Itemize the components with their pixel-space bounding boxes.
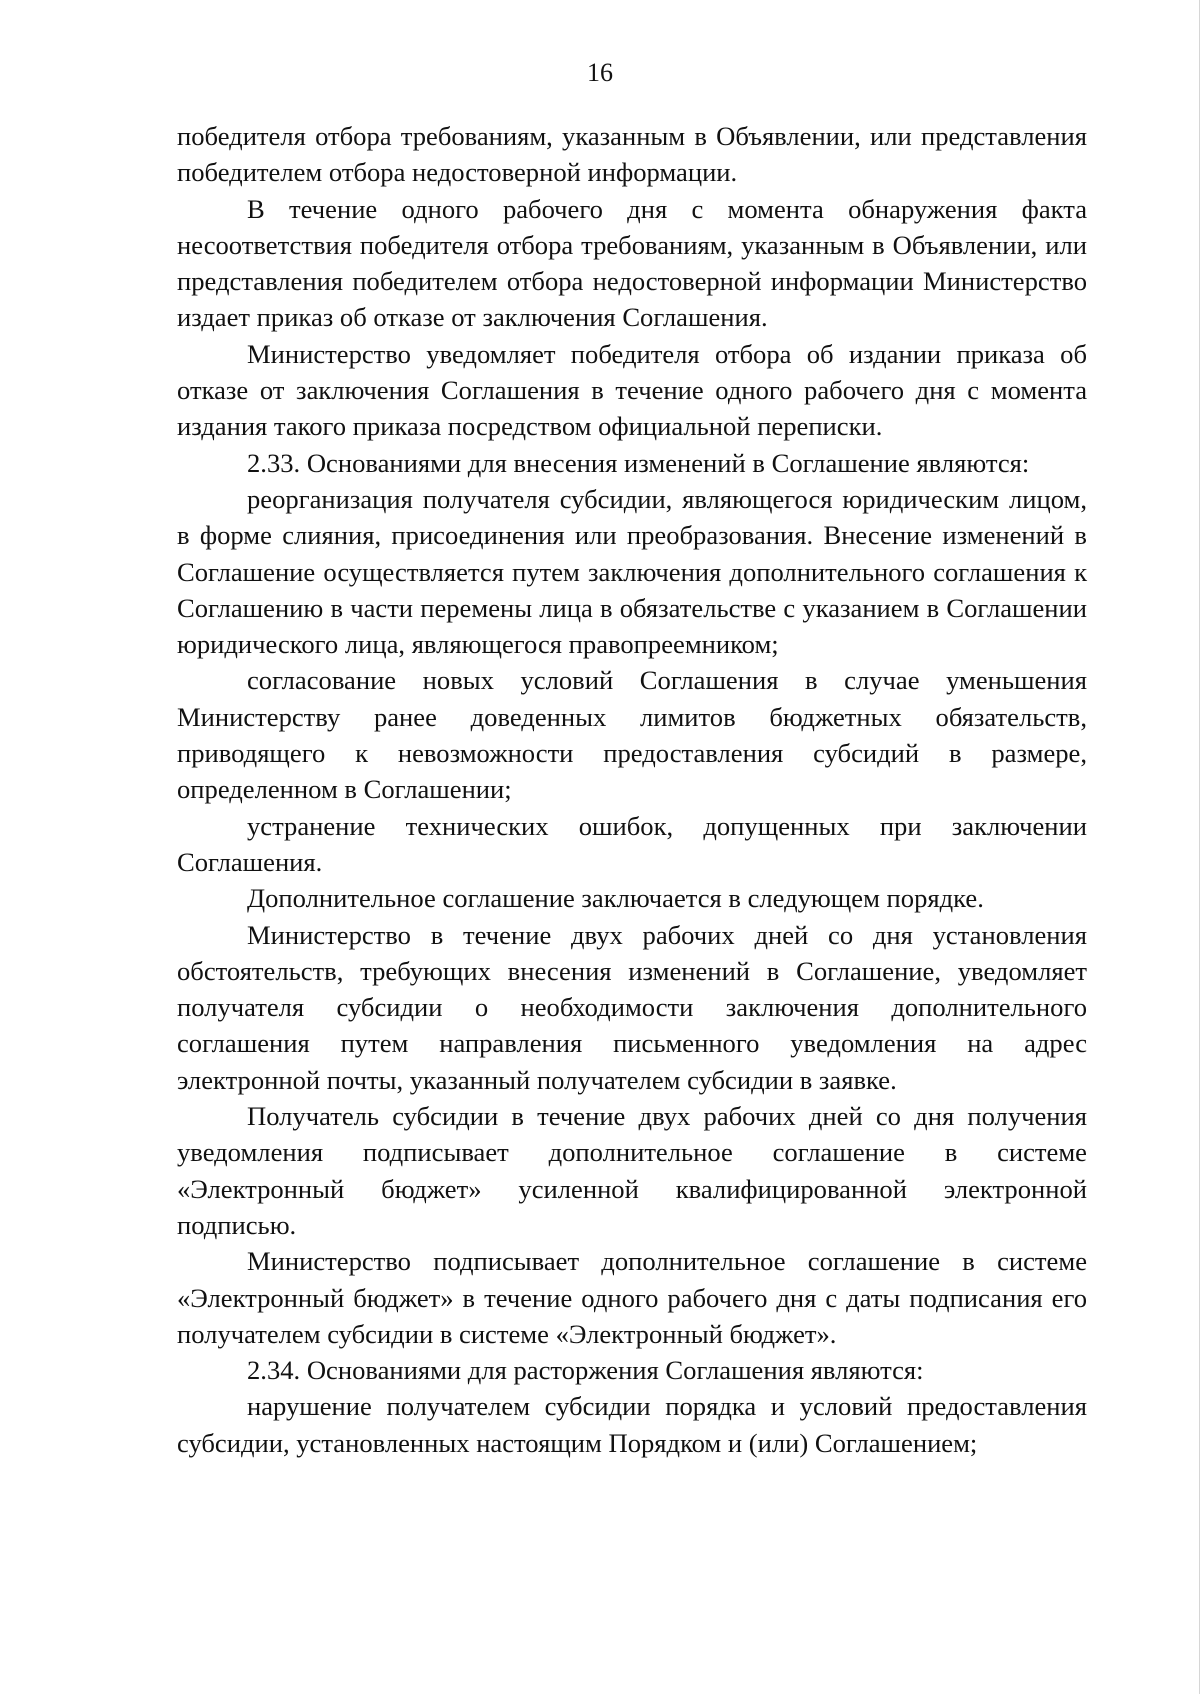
paragraph: устранение технических ошибок, допущенных при заключении Соглашения. xyxy=(177,810,1087,877)
paragraph: Министерство в течение двух рабочих дней со дня установления обстоятельств, требующих внесения изменений в Соглашение, уведомляет получателя субсидии о необходимости заключения дополнительного соглашения путем направления письменного уведомления на адрес электронной почты, указанный получателем субсидии в заявке. xyxy=(177,919,1087,1095)
paragraph: Министерство подписывает дополнительное соглашение в системе «Электронный бюджет» в течение одного рабочего дня с даты подписания его получателем субсидии в системе «Электронный бюджет». xyxy=(177,1246,1087,1349)
paragraph: Получатель субсидии в течение двух рабочих дней со дня получения уведомления подписывает дополнительное соглашение в системе «Электронный бюджет» усиленной квалифицированной электронной подписью. xyxy=(177,1101,1087,1240)
paragraph: В течение одного рабочего дня с момента обнаружения факта несоответствия победителя отбора требованиям, указанным в Объявлении, или представления победителем отбора недостоверной информации Министерство издает приказ об отказе от заключения Соглашения. xyxy=(177,193,1087,333)
page-number: 16 xyxy=(587,58,613,87)
document-body xyxy=(177,118,1087,1461)
paragraph: победителя отбора требованиям, указанным в Объявлении, или представления победителем отбора недостоверной информации. xyxy=(177,121,1087,188)
paragraph: согласование новых условий Соглашения в случае уменьшения Министерству ранее доведенных лимитов бюджетных обязательств, приводящего к невозможности предоставления субсидий в размере, определенном в Соглашении; xyxy=(177,665,1087,805)
paragraph: Дополнительное соглашение заключается в следующем порядке. xyxy=(247,883,984,914)
paragraph: Министерство уведомляет победителя отбора об издании приказа об отказе от заключения Соглашения в течение одного рабочего дня с момента издания такого приказа посредством официальной переписки. xyxy=(177,338,1087,442)
paragraph: реорганизация получателя субсидии, являющегося юридическим лицом, в форме слияния, присоединения или преобразования. Внесение изменений в Соглашение осуществляется путем заключения дополнительного соглашения к Соглашению в части перемены лица в обязательстве с указанием в Соглашении юридического лица, являющегося правопреемником; xyxy=(177,483,1087,660)
section-heading-2-33: 2.33. Основаниями для внесения изменений в Соглашение являются: xyxy=(247,447,1030,478)
section-heading-2-34: 2.34. Основаниями для расторжения Соглашения являются: xyxy=(247,1355,924,1386)
paragraph: нарушение получателем субсидии порядка и условий предоставления субсидии, установленных настоящим Порядком и (или) Соглашением; xyxy=(177,1391,1087,1458)
